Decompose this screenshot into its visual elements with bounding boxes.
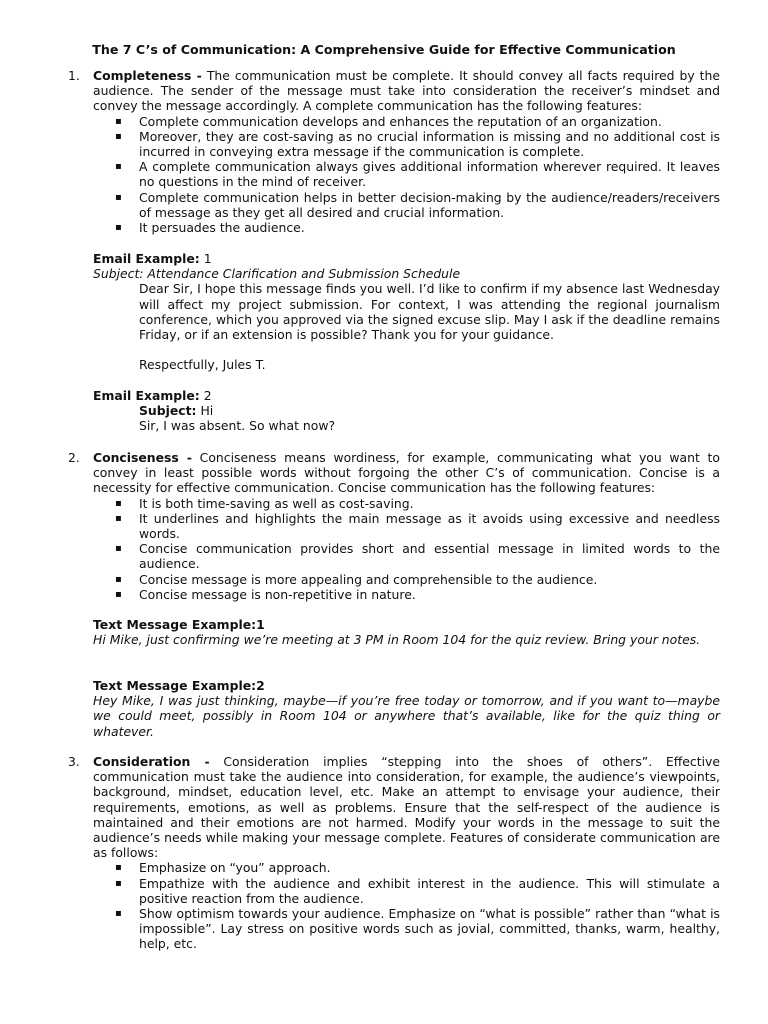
bullet-icon: ▪: [115, 222, 122, 234]
email-example-1: [93, 251, 720, 373]
section-intro: [93, 450, 720, 496]
section-intro-text: Consideration implies “stepping into the shoes of others”. Effective communication must take the audience into consideration, for example, the audience’s viewpoints, background, mindset, education level, etc. Make an attempt to envisage your audience, their requirements, emotions, as well as problems. Ensure that the self-respect of the audience is maintained and their emotions are not harmed. Modify your words in the message to suit the audience’s needs while making your message complete. Features of considerate communication are as follows:: [93, 754, 720, 861]
bullet-icon: ▪: [115, 191, 122, 203]
list-item: ▪ Show optimism towards your audience. Emphasize on “what is possible” rather than “what is impossible”. Lay stress on positive words such as jovial, committed, thanks, warm, healthy, help, etc.: [115, 906, 720, 952]
bullet-icon: ▪: [115, 497, 122, 509]
section-number: 3.: [68, 754, 80, 769]
bullet-icon: ▪: [115, 573, 122, 585]
bullet-icon: ▪: [115, 588, 122, 600]
email-subject: Subject: Hi: [139, 403, 214, 419]
message-body: Hi Mike, just confirming we’re meeting at 3 PM in Room 104 for the quiz review. Bring your notes.: [93, 632, 701, 648]
bullet-icon: ▪: [115, 512, 122, 524]
list-item: ▪ Concise message is non-repetitive in nature.: [115, 586, 416, 602]
section-completeness: [68, 68, 721, 236]
bullet-icon: ▪: [115, 130, 122, 142]
bullet-icon: ▪: [115, 862, 122, 874]
text-message-example-2: [93, 678, 720, 739]
bullet-icon: ▪: [115, 543, 122, 555]
section-heading: Conciseness -: [93, 450, 192, 465]
section-intro: [93, 754, 720, 860]
document-title: The 7 C’s of Communication: A Comprehensive Guide for Effective Communication: [92, 42, 676, 57]
section-intro: [93, 68, 720, 114]
list-item: ▪ Concise message is more appealing and comprehensible to the audience.: [115, 571, 598, 587]
email-body: Sir, I was absent. So what now?: [139, 418, 336, 434]
section-number: 1.: [68, 68, 80, 83]
bullet-icon: ▪: [115, 908, 122, 920]
example-heading: Text Message Example:1: [93, 617, 265, 632]
list-item: ▪ Moreover, they are cost-saving as no crucial information is missing and no additional cost is incurred in conveying extra message if the communication is complete.: [115, 128, 720, 160]
list-item: ▪ Complete communication helps in better decision-making by the audience/readers/receivers of message as they get all desired and crucial information.: [115, 189, 720, 220]
example-heading: Email Example: 1: [93, 251, 212, 266]
section-intro-text: Conciseness means wordiness, for example, communicating what you want to convey in least possible words without forgoing the other C’s of communication. Concise is a necessity for effective communication. Concise communication has the following features:: [93, 450, 720, 496]
list-item: ▪ Emphasize on “you” approach.: [115, 860, 331, 876]
message-body: Hey Mike, I was just thinking, maybe—if you’re free today or tomorrow, and if you want to—maybe we could meet, possibly in Room 104 or anywhere that’s available, like for the quiz thing or whatever.: [93, 693, 720, 739]
email-signature: Respectfully, Jules T.: [139, 357, 266, 373]
email-subject: Subject: Attendance Clarification and Submission Schedule: [93, 266, 461, 282]
list-item: ▪ Concise communication provides short and essential message in limited words to the audience.: [115, 541, 720, 572]
list-item: ▪ Complete communication develops and enhances the reputation of an organization.: [115, 113, 662, 129]
section-number: 2.: [68, 450, 80, 465]
section-intro-text: The communication must be complete. It should convey all facts required by the audience. The sender of the message must take into consideration the receiver’s mindset and convey the message accordingly. A complete communication has the following features:: [93, 68, 721, 114]
list-item: ▪ It is both time-saving as well as cost-saving.: [115, 495, 414, 511]
list-item: ▪ Empathize with the audience and exhibit interest in the audience. This will stimulate a positive reaction from the audience.: [115, 875, 720, 906]
list-item: ▪ It persuades the audience.: [115, 220, 305, 236]
bullet-icon: ▪: [115, 161, 122, 173]
section-heading: Consideration -: [93, 754, 210, 769]
example-heading: Email Example: 2: [93, 388, 212, 403]
section-consideration: [68, 754, 720, 952]
section-heading: Completeness -: [93, 68, 202, 83]
email-example-2: [93, 388, 720, 434]
section-conciseness: [68, 450, 720, 602]
email-body: Dear Sir, I hope this message finds you well. I’d like to confirm if my absence last Wednesday will affect my project submission. For context, I was attending the regional journalism conference, which you approved via the signed excuse slip. May I ask if the deadline remains Friday, or if an extension is possible? Thank you for your guidance.: [139, 281, 720, 343]
list-item: ▪ It underlines and highlights the main message as it avoids using excessive and needless words.: [115, 510, 720, 542]
example-heading: Text Message Example:2: [93, 678, 265, 693]
list-item: ▪ A complete communication always gives additional information wherever required. It leaves no questions in the mind of receiver.: [115, 159, 720, 190]
bullet-icon: ▪: [115, 877, 122, 889]
text-message-example-1: [93, 617, 720, 647]
bullet-icon: ▪: [115, 115, 122, 127]
